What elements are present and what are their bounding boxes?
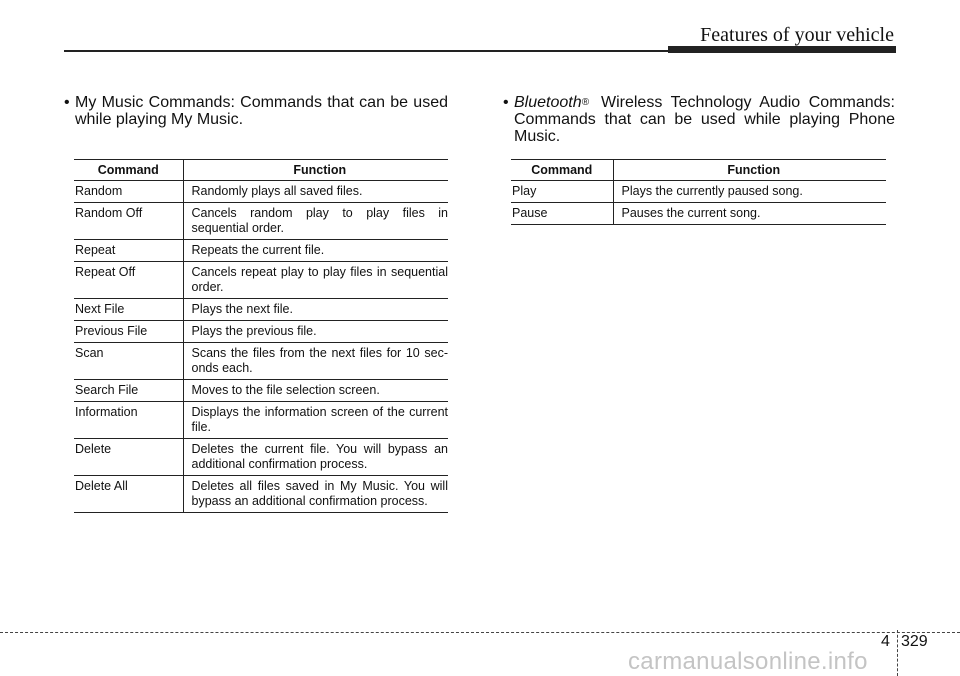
table-row <box>74 203 448 240</box>
function-cell: Scans the files from the next files for 10 sec-onds each. <box>183 343 448 380</box>
command-cell: Pause <box>511 203 613 225</box>
function-cell: Randomly plays all saved files. <box>183 181 448 203</box>
command-cell: Search File <box>74 380 183 402</box>
bluetooth-intro-rest: Wireless Technology Audio Commands: Commands that can be used while playing Phone Music. <box>514 94 895 145</box>
command-cell: Information <box>74 402 183 439</box>
footer-rule <box>0 632 960 633</box>
table-row <box>74 402 448 439</box>
table-row <box>74 476 448 513</box>
command-cell: Previous File <box>74 321 183 343</box>
command-cell: Random Off <box>74 203 183 240</box>
bluetooth-commands-table <box>511 159 886 225</box>
function-cell: Plays the next file. <box>183 299 448 321</box>
function-cell: Deletes all files saved in My Music. You will bypass an additional confirmation process. <box>183 476 448 513</box>
table-row <box>74 240 448 262</box>
column-header-command: Command <box>511 160 613 181</box>
command-cell: Next File <box>74 299 183 321</box>
column-header-function: Function <box>613 160 886 181</box>
table-row <box>74 380 448 402</box>
page-number: 329 <box>901 633 928 650</box>
bluetooth-intro-text <box>503 94 895 145</box>
function-cell: Plays the currently paused song. <box>613 181 886 203</box>
function-cell: Cancels repeat play to play files in sequential order. <box>183 262 448 299</box>
table-row <box>511 181 886 203</box>
my-music-intro-text: My Music Commands: Commands that can be used while playing My Music. <box>75 94 448 128</box>
column-header-function: Function <box>183 160 448 181</box>
function-cell: Moves to the file selection screen. <box>183 380 448 402</box>
table-row <box>74 343 448 380</box>
bullet: • <box>64 94 70 111</box>
my-music-intro <box>64 94 448 128</box>
function-cell: Plays the previous file. <box>183 321 448 343</box>
table-row <box>74 262 448 299</box>
footer-divider <box>897 630 898 676</box>
bluetooth-brand: Bluetooth <box>514 94 582 111</box>
column-header-command: Command <box>74 160 183 181</box>
table-row <box>74 439 448 476</box>
command-cell: Play <box>511 181 613 203</box>
table-header-row <box>74 160 448 181</box>
function-cell: Pauses the current song. <box>613 203 886 225</box>
function-cell: Repeats the current file. <box>183 240 448 262</box>
table-row <box>74 321 448 343</box>
table-row <box>74 299 448 321</box>
function-cell: Deletes the current file. You will bypass an additional confirmation process. <box>183 439 448 476</box>
table-row <box>511 203 886 225</box>
command-cell: Random <box>74 181 183 203</box>
command-cell: Delete <box>74 439 183 476</box>
bluetooth-intro <box>503 94 895 145</box>
registered-mark: ® <box>581 97 589 108</box>
function-cell: Displays the information screen of the current file. <box>183 402 448 439</box>
command-cell: Repeat <box>74 240 183 262</box>
table-row <box>74 181 448 203</box>
table-header-row <box>511 160 886 181</box>
function-cell: Cancels random play to play files in sequential order. <box>183 203 448 240</box>
command-cell: Delete All <box>74 476 183 513</box>
command-cell: Repeat Off <box>74 262 183 299</box>
header-rule-accent <box>668 46 896 53</box>
command-cell: Scan <box>74 343 183 380</box>
chapter-number: 4 <box>881 633 890 650</box>
page-header-title: Features of your vehicle <box>700 24 894 46</box>
my-music-commands-table <box>74 159 448 513</box>
bullet: • <box>503 94 509 111</box>
watermark: carmanualsonline.info <box>628 648 868 675</box>
